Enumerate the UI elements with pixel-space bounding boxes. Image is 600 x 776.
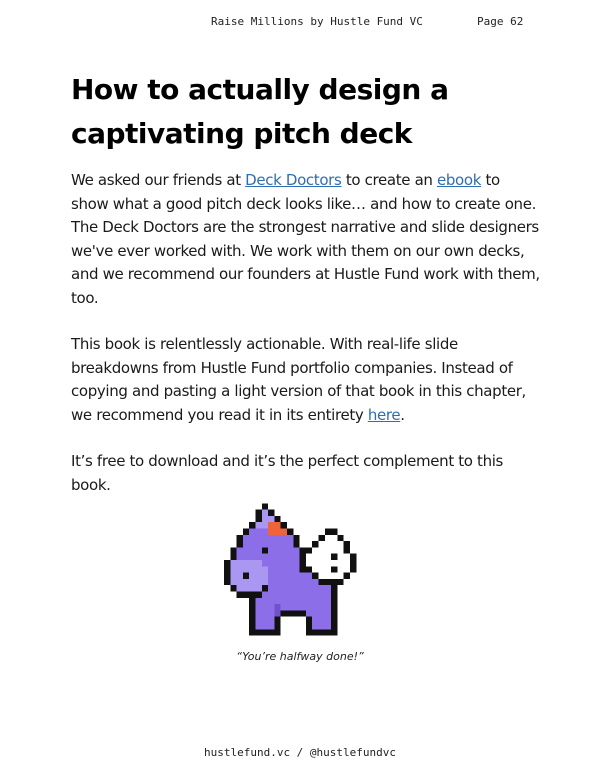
unicorn-pixel (319, 535, 325, 541)
unicorn-pixel (262, 623, 268, 629)
unicorn-pixel (268, 617, 274, 623)
unicorn-pixel (287, 604, 293, 610)
unicorn-pixel (293, 610, 299, 616)
page-number: Page 62 (477, 15, 524, 28)
unicorn-pixel (325, 610, 331, 616)
unicorn-pixel (312, 573, 318, 579)
unicorn-pixel (331, 541, 337, 547)
unicorn-pixel (249, 566, 255, 572)
unicorn-pixel (312, 579, 318, 585)
unicorn-pixel (344, 541, 350, 547)
unicorn-pixel (306, 573, 312, 579)
unicorn-pixel (274, 560, 280, 566)
unicorn-pixel (337, 535, 343, 541)
unicorn-pixel (287, 535, 293, 541)
unicorn-pixel (237, 592, 243, 598)
unicorn-pixel (243, 535, 249, 541)
unicorn-pixel (268, 554, 274, 560)
unicorn-pixel (319, 585, 325, 591)
unicorn-pixel (281, 585, 287, 591)
unicorn-pixel (293, 604, 299, 610)
unicorn-pixel (319, 541, 325, 547)
unicorn-pixel (268, 573, 274, 579)
unicorn-pixel (312, 598, 318, 604)
unicorn-pixel (319, 598, 325, 604)
unicorn-pixel (306, 547, 312, 553)
unicorn-pixel (249, 623, 255, 629)
unicorn-pixel (274, 579, 280, 585)
unicorn-pixel (256, 579, 262, 585)
unicorn-pixel (281, 604, 287, 610)
unicorn-pixel (300, 554, 306, 560)
ebook-link[interactable]: ebook (437, 171, 482, 189)
unicorn-pixel (262, 585, 268, 591)
unicorn-pixel (350, 566, 356, 572)
unicorn-pixel (287, 554, 293, 560)
unicorn-pixel (243, 541, 249, 547)
figure-caption: “You’re halfway done!” (236, 650, 364, 663)
unicorn-pixel (306, 592, 312, 598)
here-link[interactable]: here (367, 405, 401, 424)
unicorn-pixel (325, 566, 331, 572)
unicorn-pixel (306, 629, 312, 635)
unicorn-pixel (306, 579, 312, 585)
unicorn-pixel (300, 604, 306, 610)
page-title: How to actually design a captivating pitch deck (71, 73, 449, 150)
unicorn-pixel (237, 547, 243, 553)
unicorn-pixel (256, 598, 262, 604)
unicorn-pixel (274, 566, 280, 572)
unicorn-pixel (312, 592, 318, 598)
unicorn-pixel (256, 510, 262, 516)
unicorn-pixel (224, 566, 230, 572)
unicorn-pixel (274, 547, 280, 553)
unicorn-pixel (268, 535, 274, 541)
intro-paragraph (71, 169, 541, 310)
unicorn-pixel (256, 604, 262, 610)
unicorn-pixel (268, 510, 274, 516)
unicorn-pixel (337, 566, 343, 572)
unicorn-pixel (337, 573, 343, 579)
unicorn-pixel (230, 560, 236, 566)
unicorn-pixel (331, 617, 337, 623)
unicorn-pixel (312, 554, 318, 560)
unicorn-pixel (287, 547, 293, 553)
unicorn-pixel (319, 566, 325, 572)
unicorn-pixel (243, 554, 249, 560)
unicorn-pixel (262, 535, 268, 541)
unicorn-pixel (331, 560, 337, 566)
running-footer: hustlefund.vc / @hustlefundvc (203, 746, 397, 759)
unicorn-pixel (287, 541, 293, 547)
unicorn-pixel (237, 541, 243, 547)
unicorn-pixel (293, 560, 299, 566)
unicorn-pixel (243, 529, 249, 535)
unicorn-pixel (262, 547, 268, 553)
unicorn-pixel (256, 610, 262, 616)
unicorn-pixel (256, 529, 262, 535)
unicorn-pixel (262, 566, 268, 572)
unicorn-pixel (344, 554, 350, 560)
unicorn-pixel (319, 560, 325, 566)
unicorn-pixel (319, 629, 325, 635)
unicorn-pixel (306, 604, 312, 610)
unicorn-pixel (319, 547, 325, 553)
unicorn-pixel (281, 579, 287, 585)
unicorn-pixel (325, 629, 331, 635)
unicorn-pixel (249, 598, 255, 604)
unicorn-pixel (300, 592, 306, 598)
unicorn-pixel (300, 579, 306, 585)
unicorn-pixel (274, 610, 280, 616)
unicorn-pixel (325, 592, 331, 598)
unicorn-pixel (293, 554, 299, 560)
unicorn-pixel (274, 541, 280, 547)
unicorn-pixel (237, 560, 243, 566)
unicorn-pixel (268, 592, 274, 598)
unicorn-pixel (344, 566, 350, 572)
unicorn-pixel (256, 541, 262, 547)
actionable-text-1: This book is relentlessly actionable. With real-life slide breakdowns from Hustle Fund portfolio companies. Instead of copying and pasting a light version of that book in this chapter, we recommend you read it in its entirety (71, 335, 526, 424)
unicorn-pixel (249, 604, 255, 610)
unicorn-pixel (237, 554, 243, 560)
unicorn-pixel (337, 579, 343, 585)
unicorn-pixel (262, 529, 268, 535)
unicorn-pixel (262, 522, 268, 528)
unicorn-pixel (312, 610, 318, 616)
unicorn-pixel (230, 573, 236, 579)
unicorn-pixel (325, 573, 331, 579)
unicorn-pixel (281, 529, 287, 535)
unicorn-pixel (262, 579, 268, 585)
unicorn-pixel (237, 566, 243, 572)
unicorn-pixel (281, 592, 287, 598)
unicorn-pixel (300, 573, 306, 579)
unicorn-pixel (262, 560, 268, 566)
unicorn-pixel (237, 579, 243, 585)
unicorn-pixel (312, 547, 318, 553)
unicorn-pixel (312, 617, 318, 623)
unicorn-pixel (274, 554, 280, 560)
unicorn-pixel (230, 547, 236, 553)
unicorn-pixel (337, 560, 343, 566)
unicorn-pixel (243, 560, 249, 566)
deck-doctors-link[interactable]: Deck Doctors (245, 171, 342, 189)
unicorn-pixel (281, 598, 287, 604)
unicorn-pixel (230, 554, 236, 560)
unicorn-pixel (262, 604, 268, 610)
unicorn-pixel (274, 585, 280, 591)
unicorn-pixel (224, 573, 230, 579)
unicorn-pixel (331, 529, 337, 535)
unicorn-pixel (337, 554, 343, 560)
unicorn-pixel (230, 579, 236, 585)
unicorn-pixel (256, 547, 262, 553)
unicorn-pixel (325, 585, 331, 591)
unicorn-pixel (331, 585, 337, 591)
unicorn-pixel (287, 610, 293, 616)
unicorn-pixel (306, 598, 312, 604)
unicorn-pixel (262, 573, 268, 579)
unicorn-pixel (331, 535, 337, 541)
unicorn-pixel (306, 566, 312, 572)
unicorn-pixel (287, 560, 293, 566)
unicorn-pixel (293, 598, 299, 604)
unicorn-pixel (281, 573, 287, 579)
unicorn-pixel (268, 516, 274, 522)
unicorn-pixel (256, 516, 262, 522)
unicorn-pixel (300, 560, 306, 566)
unicorn-pixel (337, 541, 343, 547)
unicorn-pixel (249, 585, 255, 591)
unicorn-pixel (243, 592, 249, 598)
unicorn-pixel (344, 560, 350, 566)
unicorn-pixel (256, 623, 262, 629)
unicorn-pixel (325, 598, 331, 604)
unicorn-pixel (331, 554, 337, 560)
unicorn-pixel (293, 585, 299, 591)
unicorn-pixel (249, 554, 255, 560)
unicorn-pixel (268, 529, 274, 535)
unicorn-pixel (325, 547, 331, 553)
unicorn-pixel (312, 604, 318, 610)
unicorn-pixel (281, 554, 287, 560)
unicorn-pixel (293, 592, 299, 598)
unicorn-pixel (256, 629, 262, 635)
unicorn-pixel (300, 610, 306, 616)
unicorn-pixel (287, 598, 293, 604)
unicorn-pixel (256, 560, 262, 566)
unicorn-pixel (306, 585, 312, 591)
unicorn-pixel (344, 547, 350, 553)
unicorn-pixel (256, 522, 262, 528)
unicorn-pixel (319, 604, 325, 610)
unicorn-pixel (237, 535, 243, 541)
unicorn-pixel (249, 629, 255, 635)
unicorn-pixel (274, 573, 280, 579)
unicorn-pixel (312, 629, 318, 635)
unicorn-pixel (287, 592, 293, 598)
unicorn-pixel (249, 522, 255, 528)
unicorn-pixel (274, 623, 280, 629)
unicorn-pixel (243, 579, 249, 585)
unicorn-pixel (274, 522, 280, 528)
unicorn-pixel (306, 617, 312, 623)
unicorn-pixel (293, 547, 299, 553)
unicorn-pixel (337, 547, 343, 553)
unicorn-pixel (262, 598, 268, 604)
unicorn-pixel (300, 598, 306, 604)
unicorn-pixel (268, 598, 274, 604)
unicorn-pixel (249, 617, 255, 623)
unicorn-pixel (256, 573, 262, 579)
unicorn-pixel (237, 573, 243, 579)
unicorn-pixel (306, 610, 312, 616)
unicorn-pixel (249, 579, 255, 585)
unicorn-pixel (262, 610, 268, 616)
unicorn-pixel (325, 541, 331, 547)
unicorn-pixel (274, 617, 280, 623)
unicorn-pixel (268, 585, 274, 591)
unicorn-pixel (319, 554, 325, 560)
unicorn-pixel (325, 623, 331, 629)
unicorn-pixel (262, 541, 268, 547)
unicorn-pixel (224, 579, 230, 585)
unicorn-pixel (243, 566, 249, 572)
unicorn-pixel (325, 579, 331, 585)
actionable-text-2: . (400, 405, 405, 424)
unicorn-pixel (300, 547, 306, 553)
unicorn-pixel (262, 510, 268, 516)
unicorn-pixel (256, 617, 262, 623)
unicorn-pixel (281, 522, 287, 528)
unicorn-pixel (287, 529, 293, 535)
unicorn-pixel (325, 535, 331, 541)
unicorn-pixel (300, 585, 306, 591)
intro-text-1: We asked our friends at (71, 171, 246, 189)
unicorn-pixel (256, 585, 262, 591)
unicorn-pixel (256, 554, 262, 560)
unicorn-pixel (319, 623, 325, 629)
unicorn-pixel (249, 573, 255, 579)
unicorn-pixel (331, 592, 337, 598)
unicorn-pixel (293, 579, 299, 585)
unicorn-pixel (325, 554, 331, 560)
unicorn-pixel (331, 604, 337, 610)
unicorn-pixel (319, 579, 325, 585)
unicorn-pixel (281, 566, 287, 572)
unicorn-pixel (331, 579, 337, 585)
unicorn-pixel (274, 604, 280, 610)
unicorn-pixel (268, 604, 274, 610)
unicorn-pixel (262, 516, 268, 522)
unicorn-pixel (319, 610, 325, 616)
unicorn-pixel (325, 529, 331, 535)
unicorn-pixel (293, 566, 299, 572)
unicorn-pixel (249, 610, 255, 616)
unicorn-pixel (319, 592, 325, 598)
free-download-paragraph: It’s free to download and it’s the perfect complement to this book. (71, 452, 504, 494)
unicorn-pixel (331, 598, 337, 604)
unicorn-pixel (331, 629, 337, 635)
unicorn-pixel (306, 554, 312, 560)
unicorn-pixel (249, 560, 255, 566)
unicorn-pixel (268, 541, 274, 547)
unicorn-pixel (325, 617, 331, 623)
unicorn-pixel (249, 529, 255, 535)
unicorn-pixel (274, 598, 280, 604)
unicorn-pixel (306, 623, 312, 629)
unicorn-pixel (249, 547, 255, 553)
unicorn-pixel (281, 541, 287, 547)
unicorn-pixel (256, 566, 262, 572)
unicorn-pixel (287, 579, 293, 585)
unicorn-pixel (331, 547, 337, 553)
unicorn-pixel (281, 610, 287, 616)
unicorn-pixel (268, 629, 274, 635)
pixel-unicorn-icon (224, 494, 376, 640)
unicorn-pixel (224, 560, 230, 566)
unicorn-pixel (312, 623, 318, 629)
unicorn-pixel (256, 535, 262, 541)
unicorn-pixel (262, 592, 268, 598)
unicorn-pixel (287, 566, 293, 572)
unicorn-pixel (281, 547, 287, 553)
unicorn-pixel (262, 503, 268, 509)
unicorn-pixel (350, 554, 356, 560)
unicorn-pixel (237, 585, 243, 591)
unicorn-pixel (274, 592, 280, 598)
unicorn-pixel (268, 579, 274, 585)
unicorn-pixel (312, 585, 318, 591)
unicorn-pixel (350, 560, 356, 566)
unicorn-pixel (274, 629, 280, 635)
unicorn-pixel (344, 573, 350, 579)
unicorn-pixel (268, 522, 274, 528)
unicorn-pixel (281, 560, 287, 566)
intro-text-3: to show what a good pitch deck looks like… and how to create one. The Deck Doctors are the strongest narrative and slide designers we've ever worked with. We work with them on our own decks, and we recommend our founders at Hustle Fund work with them, too. (71, 171, 540, 307)
unicorn-pixel (281, 535, 287, 541)
unicorn-pixel (274, 529, 280, 535)
unicorn-pixel (230, 566, 236, 572)
unicorn-pixel (249, 541, 255, 547)
unicorn-illustration (224, 494, 376, 640)
unicorn-pixel (262, 629, 268, 635)
unicorn-pixel (287, 585, 293, 591)
unicorn-pixel (319, 573, 325, 579)
unicorn-pixel (312, 566, 318, 572)
unicorn-pixel (325, 604, 331, 610)
unicorn-pixel (312, 560, 318, 566)
unicorn-pixel (293, 541, 299, 547)
unicorn-pixel (268, 560, 274, 566)
unicorn-pixel (262, 617, 268, 623)
book-title: Raise Millions by Hustle Fund VC (211, 15, 423, 28)
unicorn-pixel (331, 573, 337, 579)
unicorn-pixel (249, 592, 255, 598)
unicorn-pixel (300, 566, 306, 572)
intro-text-2: to create an (341, 171, 437, 189)
actionable-paragraph (71, 333, 541, 427)
unicorn-pixel (312, 541, 318, 547)
unicorn-pixel (287, 573, 293, 579)
unicorn-pixel (243, 573, 249, 579)
unicorn-pixel (331, 610, 337, 616)
unicorn-pixel (268, 566, 274, 572)
unicorn-pixel (319, 617, 325, 623)
unicorn-pixel (268, 623, 274, 629)
main-content (71, 68, 541, 497)
unicorn-pixel (262, 554, 268, 560)
unicorn-pixel (331, 566, 337, 572)
unicorn-pixel (293, 573, 299, 579)
unicorn-pixel (274, 516, 280, 522)
unicorn-pixel (293, 535, 299, 541)
unicorn-pixel (256, 592, 262, 598)
unicorn-pixel (243, 547, 249, 553)
unicorn-pixel (325, 560, 331, 566)
unicorn-pixel (274, 535, 280, 541)
unicorn-pixel (230, 585, 236, 591)
unicorn-pixel (306, 560, 312, 566)
unicorn-pixel (331, 623, 337, 629)
unicorn-pixel (243, 585, 249, 591)
unicorn-pixel (249, 535, 255, 541)
unicorn-pixel (268, 610, 274, 616)
unicorn-pixel (268, 547, 274, 553)
